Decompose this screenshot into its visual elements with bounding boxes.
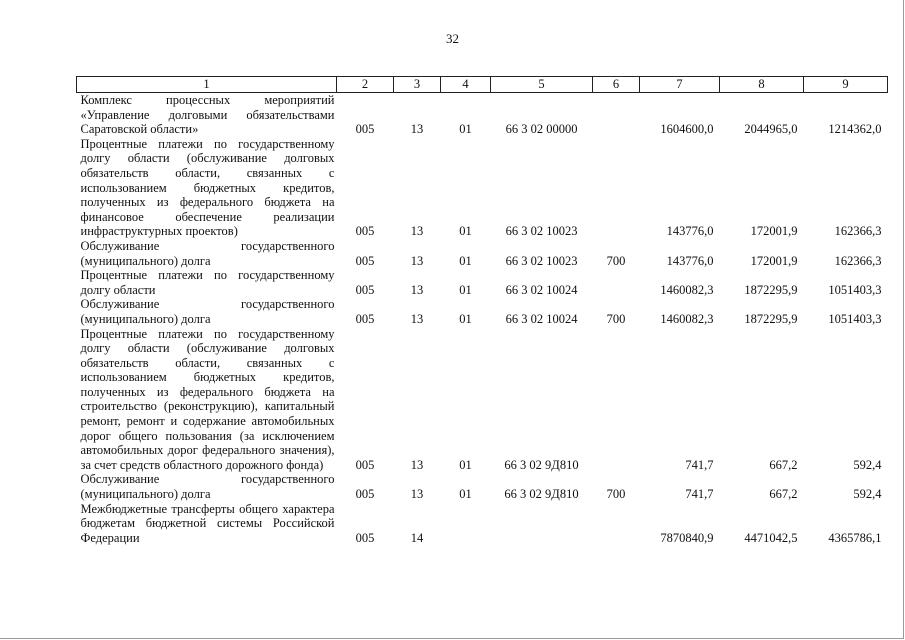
budget-table	[76, 76, 888, 545]
column-header: 9	[804, 77, 888, 93]
cell-section: 13	[410, 253, 424, 268]
cell-amount-2: 1872295,9	[744, 311, 798, 326]
cell-amount-1: 1460082,3	[660, 311, 714, 326]
cell-amount-3: 592,4	[853, 487, 882, 502]
column-header: 2	[337, 77, 394, 93]
column-header: 1	[77, 77, 337, 93]
cell-amount-1: 741,7	[685, 457, 714, 472]
table-row	[77, 327, 888, 473]
cell-section: 13	[410, 122, 424, 137]
cell-section: 13	[410, 311, 424, 326]
cell-amount-3: 1051403,3	[828, 282, 882, 297]
cell-ministry: 005	[355, 122, 375, 137]
table-header-row	[77, 77, 888, 93]
cell-expense-type: 700	[606, 311, 626, 326]
cell-section: 13	[410, 457, 424, 472]
row-name: Процентные платежи по государственному долгу области (обслуживание долговых обязательств области, связанных с использованием бюджетных кредитов, полученных из федерального бюджета на финансовое обеспечение реализации инфраструктурных проектов)	[80, 136, 335, 239]
cell-subsection: 01	[459, 122, 472, 137]
cell-target-code: 66 3 02 10023	[505, 224, 578, 239]
cell-amount-3: 592,4	[853, 457, 882, 472]
cell-ministry: 005	[355, 311, 375, 326]
cell-expense-type	[593, 327, 640, 473]
cell-ministry: 005	[355, 487, 375, 502]
row-name: Обслуживание государственного (муниципального) долга	[80, 297, 335, 326]
cell-subsection: 01	[459, 487, 472, 502]
cell-amount-3: 1051403,3	[828, 311, 882, 326]
cell-amount-2: 172001,9	[750, 253, 798, 268]
cell-expense-type	[593, 93, 640, 137]
cell-amount-2: 1872295,9	[744, 282, 798, 297]
column-header: 4	[441, 77, 491, 93]
cell-target-code	[491, 502, 593, 546]
cell-expense-type: 700	[606, 487, 626, 502]
cell-amount-1: 1604600,0	[660, 122, 714, 137]
cell-target-code: 66 3 02 10023	[505, 253, 578, 268]
cell-subsection: 01	[459, 457, 472, 472]
cell-expense-type	[593, 502, 640, 546]
table-row	[77, 472, 888, 501]
cell-amount-2: 4471042,5	[744, 530, 798, 545]
cell-amount-2: 2044965,0	[744, 122, 798, 137]
cell-subsection: 01	[459, 253, 472, 268]
cell-ministry: 005	[355, 530, 375, 545]
row-name: Комплекс процессных мероприятий «Управление долговыми обязательствами Саратовской области»	[80, 93, 335, 137]
cell-section: 14	[410, 530, 424, 545]
cell-amount-2: 172001,9	[750, 224, 798, 239]
cell-subsection: 01	[459, 224, 472, 239]
cell-amount-3: 1214362,0	[828, 122, 882, 137]
cell-target-code: 66 3 02 9Д810	[504, 487, 579, 502]
column-header: 5	[491, 77, 593, 93]
cell-amount-3: 162366,3	[834, 224, 882, 239]
cell-target-code: 66 3 02 9Д810	[504, 457, 579, 472]
cell-amount-2: 667,2	[769, 457, 798, 472]
cell-section: 13	[410, 224, 424, 239]
column-header: 7	[640, 77, 720, 93]
column-header: 8	[720, 77, 804, 93]
row-name: Обслуживание государственного (муниципального) долга	[80, 472, 335, 502]
cell-amount-3: 162366,3	[834, 253, 882, 268]
table-row	[77, 268, 888, 297]
cell-ministry: 005	[355, 224, 375, 239]
table-row	[77, 137, 888, 239]
cell-amount-2: 667,2	[769, 487, 798, 502]
cell-amount-1: 1460082,3	[660, 282, 714, 297]
page-number: 32	[446, 31, 459, 46]
cell-subsection: 01	[459, 311, 472, 326]
table-row	[77, 297, 888, 326]
cell-amount-3: 4365786,1	[828, 530, 882, 545]
cell-amount-1: 143776,0	[666, 253, 714, 268]
cell-amount-1: 7870840,9	[660, 530, 714, 545]
cell-subsection	[441, 502, 491, 546]
cell-amount-1: 741,7	[685, 487, 714, 502]
column-header: 3	[394, 77, 441, 93]
cell-ministry: 005	[355, 282, 375, 297]
row-name: Процентные платежи по государственному долгу области (обслуживание долговых обязательств области, связанных с использованием бюджетных кредитов, полученных из федерального бюджета на строительство (реконструкцию), капитальный ремонт, ремонт и содержание автомобильных дорог общего пользования (за исключением автомобильных дорог федерального значения), за счет средств областного дорожного фонда)	[80, 326, 335, 472]
cell-section: 13	[410, 282, 424, 297]
cell-target-code: 66 3 02 00000	[505, 122, 578, 137]
cell-section: 13	[410, 487, 424, 502]
cell-ministry: 005	[355, 253, 375, 268]
row-name: Обслуживание государственного (муниципального) долга	[80, 238, 335, 268]
cell-target-code: 66 3 02 10024	[505, 282, 578, 297]
cell-target-code: 66 3 02 10024	[505, 311, 578, 326]
cell-expense-type	[593, 137, 640, 239]
table-row	[77, 502, 888, 546]
cell-amount-1: 143776,0	[666, 224, 714, 239]
cell-subsection: 01	[459, 282, 472, 297]
cell-expense-type: 700	[606, 253, 626, 268]
cell-ministry: 005	[355, 457, 375, 472]
column-header: 6	[593, 77, 640, 93]
cell-expense-type	[593, 268, 640, 297]
row-name: Межбюджетные трансферты общего характера бюджетам бюджетной системы Российской Федерации	[80, 501, 335, 545]
row-name: Процентные платежи по государственному долгу области	[80, 268, 335, 297]
table-row	[77, 93, 888, 137]
table-row	[77, 239, 888, 268]
